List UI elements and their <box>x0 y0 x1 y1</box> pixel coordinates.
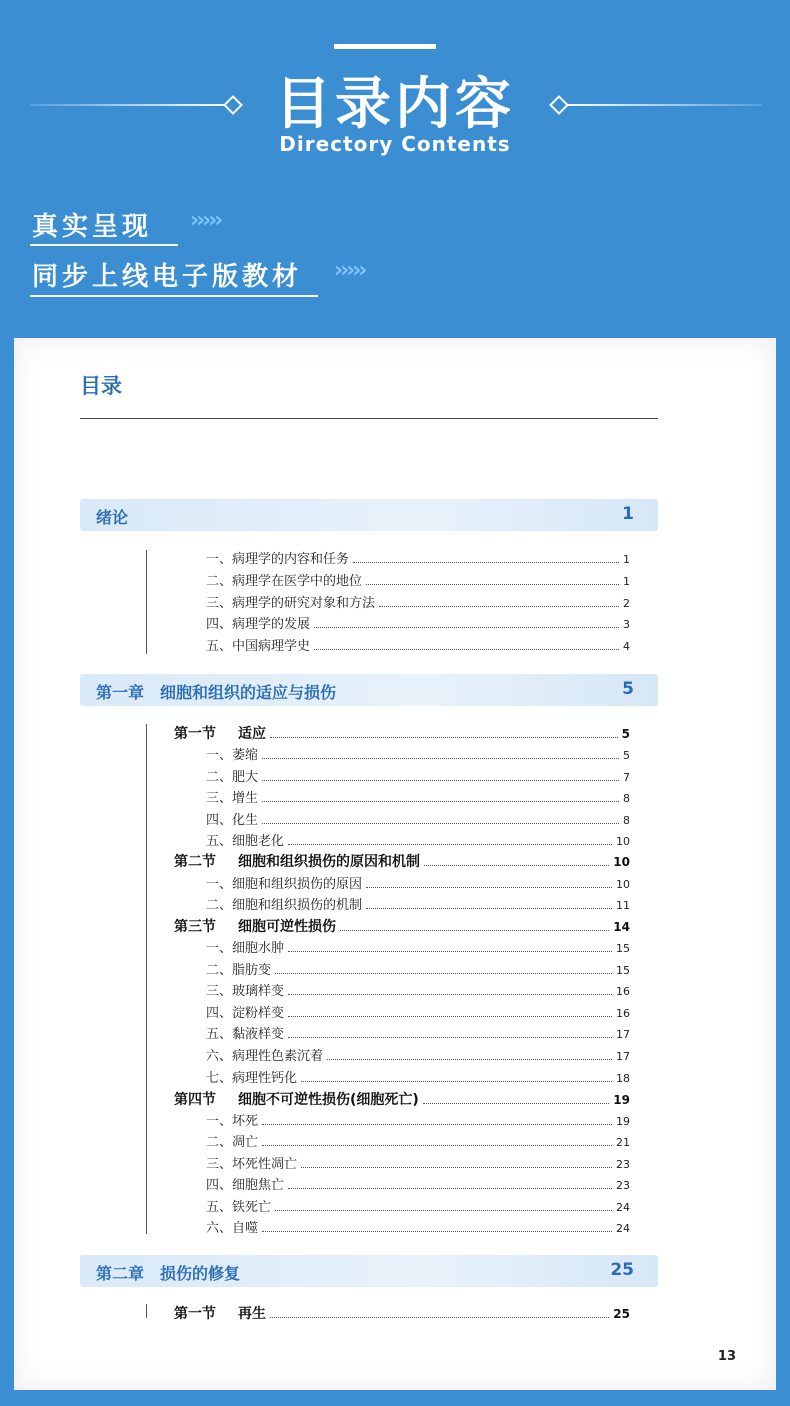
entry-page: 4 <box>623 640 630 653</box>
dot-leader <box>379 596 619 607</box>
entry-page: 15 <box>616 942 630 955</box>
toc-entry[interactable] <box>206 787 630 807</box>
dot-leader <box>314 639 619 650</box>
page-title: 目录内容 <box>275 72 515 137</box>
dot-leader <box>275 1200 612 1211</box>
entry-page: 8 <box>623 814 630 827</box>
entry-label: 五、细胞老化 <box>206 834 285 849</box>
entry-page: 1 <box>623 575 630 588</box>
toc-entry[interactable] <box>206 592 630 612</box>
entry-label: 五、中国病理学史 <box>206 639 311 654</box>
entry-label: 一、萎缩 <box>206 748 259 763</box>
dot-leader <box>301 1157 612 1168</box>
section-number: 第一节 <box>174 1306 216 1322</box>
toc-entry[interactable] <box>206 1110 630 1130</box>
section-page: 10 <box>613 855 630 869</box>
dot-leader <box>423 1093 610 1104</box>
dot-leader <box>353 552 619 563</box>
section-title: 细胞可逆性损伤 <box>238 919 336 935</box>
dot-leader <box>366 877 612 888</box>
toc-entry[interactable] <box>206 1131 630 1151</box>
tagline-real: 真实呈现 <box>32 212 153 242</box>
toc-entry[interactable] <box>206 1002 630 1022</box>
entry-page: 5 <box>623 749 630 762</box>
chapter-title: 第一章 细胞和组织的适应与损伤 <box>96 683 337 702</box>
toc-page <box>14 338 776 1390</box>
toc-entry[interactable] <box>206 980 630 1000</box>
dot-leader <box>262 1221 612 1232</box>
chapter-bar-intro[interactable] <box>80 499 658 531</box>
entry-page: 3 <box>623 618 630 631</box>
entry-label: 四、淀粉样变 <box>206 1006 285 1021</box>
entry-page: 17 <box>616 1050 630 1063</box>
entry-page: 19 <box>616 1115 630 1128</box>
entry-page: 7 <box>623 771 630 784</box>
entry-label: 一、病理学的内容和任务 <box>206 552 350 567</box>
dot-leader <box>288 1006 612 1017</box>
chapter-title: 第二章 损伤的修复 <box>96 1264 241 1283</box>
heading-rule <box>80 418 658 419</box>
entry-page: 18 <box>616 1072 630 1085</box>
dot-leader <box>262 748 619 759</box>
toc-section[interactable] <box>174 1303 630 1323</box>
page-number: 13 <box>717 1349 736 1364</box>
entry-label: 六、自噬 <box>206 1221 259 1236</box>
section-number: 第三节 <box>174 919 216 935</box>
entry-label: 一、细胞和组织损伤的原因 <box>206 877 363 892</box>
toc-section[interactable] <box>174 723 630 743</box>
section-title: 适应 <box>238 726 266 742</box>
toc-entry[interactable] <box>206 548 630 568</box>
toc-entry[interactable] <box>206 744 630 764</box>
chevrons-right-icon: ››››› <box>190 208 221 233</box>
entry-page: 24 <box>616 1201 630 1214</box>
chapter-vline <box>146 550 147 654</box>
dot-leader <box>262 770 619 781</box>
entry-label: 二、脂肪变 <box>206 963 272 978</box>
entry-label: 二、细胞和组织损伤的机制 <box>206 898 363 913</box>
entry-label: 四、化生 <box>206 813 259 828</box>
chapter-bar-2[interactable] <box>80 1255 658 1287</box>
chapter-bar-1[interactable] <box>80 674 658 706</box>
section-page: 5 <box>621 727 630 741</box>
chapter-vline <box>146 724 147 1234</box>
entry-page: 11 <box>616 899 630 912</box>
dot-leader <box>314 617 619 628</box>
dot-leader <box>424 855 609 866</box>
section-page: 19 <box>613 1093 630 1107</box>
dot-leader <box>340 920 609 931</box>
entry-label: 五、铁死亡 <box>206 1200 272 1215</box>
section-number: 第二节 <box>174 854 216 870</box>
entry-page: 16 <box>616 1007 630 1020</box>
entry-page: 10 <box>616 878 630 891</box>
entry-label: 四、病理学的发展 <box>206 617 311 632</box>
dot-leader <box>262 813 619 824</box>
dot-leader <box>262 791 619 802</box>
entry-label: 三、玻璃样变 <box>206 984 285 999</box>
section-title: 再生 <box>238 1306 266 1322</box>
chevrons-right-icon: ››››› <box>334 258 365 283</box>
dot-leader <box>301 1071 612 1082</box>
tagline-underline <box>30 244 178 246</box>
dot-leader <box>288 941 612 952</box>
entry-page: 1 <box>623 553 630 566</box>
toc-entry[interactable] <box>206 635 630 655</box>
chapter-page: 1 <box>622 504 634 524</box>
section-page: 14 <box>613 920 630 934</box>
entry-label: 七、病理性钙化 <box>206 1071 298 1086</box>
entry-label: 二、病理学在医学中的地位 <box>206 574 363 589</box>
entry-label: 三、病理学的研究对象和方法 <box>206 596 376 611</box>
dot-leader <box>275 963 612 974</box>
dot-leader <box>270 727 618 738</box>
entry-page: 24 <box>616 1222 630 1235</box>
entry-label: 五、黏液样变 <box>206 1027 285 1042</box>
toc-section[interactable] <box>174 851 630 871</box>
entry-page: 10 <box>616 835 630 848</box>
entry-page: 21 <box>616 1136 630 1149</box>
dot-leader <box>262 1135 612 1146</box>
toc-entry[interactable] <box>206 937 630 957</box>
dot-leader <box>288 1178 612 1189</box>
entry-page: 23 <box>616 1179 630 1192</box>
section-number: 第四节 <box>174 1092 216 1108</box>
toc-entry[interactable] <box>206 766 630 786</box>
dot-leader <box>288 834 612 845</box>
entry-label: 四、细胞焦亡 <box>206 1178 285 1193</box>
toc-entry[interactable] <box>206 1153 630 1173</box>
toc-entry[interactable] <box>206 613 630 633</box>
entry-label: 一、细胞水肿 <box>206 941 285 956</box>
toc-entry[interactable] <box>206 873 630 893</box>
tagline-underline <box>30 295 318 297</box>
toc-entry[interactable] <box>206 570 630 590</box>
toc-entry[interactable] <box>206 894 630 914</box>
chapter-vline <box>146 1304 147 1318</box>
toc-entry[interactable] <box>206 830 630 850</box>
section-title: 细胞不可逆性损伤(细胞死亡) <box>238 1092 419 1108</box>
toc-section[interactable] <box>174 916 630 936</box>
dot-leader <box>262 1114 612 1125</box>
dot-leader <box>327 1049 612 1060</box>
entry-label: 一、坏死 <box>206 1114 259 1129</box>
toc-entry[interactable] <box>206 809 630 829</box>
toc-entry[interactable] <box>206 1045 630 1065</box>
entry-label: 三、增生 <box>206 791 259 806</box>
entry-page: 8 <box>623 792 630 805</box>
chapter-title: 绪论 <box>96 508 129 527</box>
dot-leader <box>366 574 619 585</box>
toc-entry[interactable] <box>206 959 630 979</box>
entry-page: 17 <box>616 1028 630 1041</box>
chapter-page: 5 <box>622 679 634 699</box>
toc-entry[interactable] <box>206 1067 630 1087</box>
tagline-ebook: 同步上线电子版教材 <box>32 262 303 292</box>
entry-label: 三、坏死性凋亡 <box>206 1157 298 1172</box>
entry-page: 2 <box>623 597 630 610</box>
header-accent-bar <box>334 44 436 49</box>
toc-entry[interactable] <box>206 1023 630 1043</box>
chapter-page: 25 <box>610 1260 634 1280</box>
toc-section[interactable] <box>174 1089 630 1109</box>
toc-entry[interactable] <box>206 1196 630 1216</box>
entry-page: 15 <box>616 964 630 977</box>
section-number: 第一节 <box>174 726 216 742</box>
entry-label: 二、肥大 <box>206 770 259 785</box>
dot-leader <box>270 1307 609 1318</box>
section-title: 细胞和组织损伤的原因和机制 <box>238 854 420 870</box>
dot-leader <box>288 1027 612 1038</box>
toc-entry[interactable] <box>206 1174 630 1194</box>
entry-label: 六、病理性色素沉着 <box>206 1049 324 1064</box>
entry-page: 16 <box>616 985 630 998</box>
entry-label: 二、凋亡 <box>206 1135 259 1150</box>
entry-page: 23 <box>616 1158 630 1171</box>
dot-leader <box>288 984 612 995</box>
toc-heading: 目录 <box>80 374 122 398</box>
toc-entry[interactable] <box>206 1217 630 1237</box>
section-page: 25 <box>613 1307 630 1321</box>
page-subtitle: Directory Contents <box>279 132 511 156</box>
dot-leader <box>366 898 612 909</box>
